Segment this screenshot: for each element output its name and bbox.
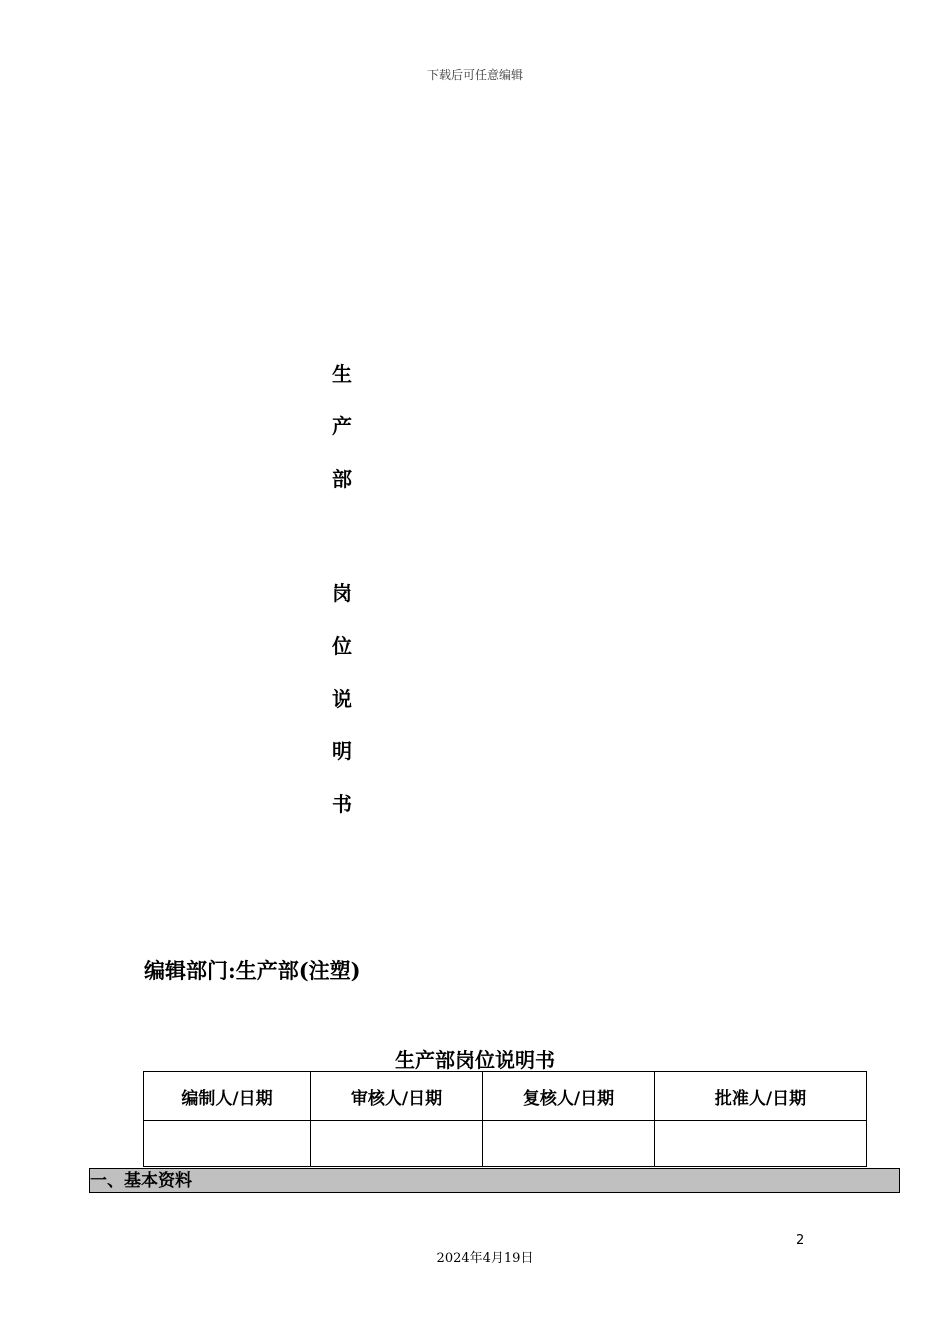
table-row: [144, 1121, 867, 1167]
edit-department: 编辑部门:生产部(注塑): [144, 958, 361, 983]
footer-date: 2024年4月19日: [436, 1251, 534, 1266]
cell-rechecker: [483, 1121, 655, 1167]
header-compiler: 编制人/日期: [144, 1072, 311, 1121]
header-approver: 批准人/日期: [655, 1072, 867, 1121]
cover-title-char: 产: [332, 414, 352, 438]
table-title: 生产部岗位说明书: [395, 1048, 555, 1072]
header-note: 下载后可任意编辑: [426, 68, 523, 82]
table-header-row: [144, 1072, 867, 1121]
approval-table: [143, 1071, 867, 1167]
header-reviewer: 审核人/日期: [311, 1072, 483, 1121]
header-rechecker: 复核人/日期: [483, 1072, 655, 1121]
cover-title-char: 说: [332, 687, 352, 711]
cell-compiler: [144, 1121, 311, 1167]
cover-title-char: 生: [332, 362, 352, 386]
section-heading: 一、基本资料: [89, 1168, 900, 1193]
cover-title-char: 书: [332, 792, 352, 816]
cover-title-char: 位: [332, 634, 352, 658]
cover-title-char: 明: [332, 739, 352, 763]
cell-approver: [655, 1121, 867, 1167]
page-number: 2: [796, 1233, 805, 1248]
cell-reviewer: [311, 1121, 483, 1167]
cover-title-char: 岗: [332, 581, 352, 605]
cover-title-char: 部: [332, 467, 352, 491]
